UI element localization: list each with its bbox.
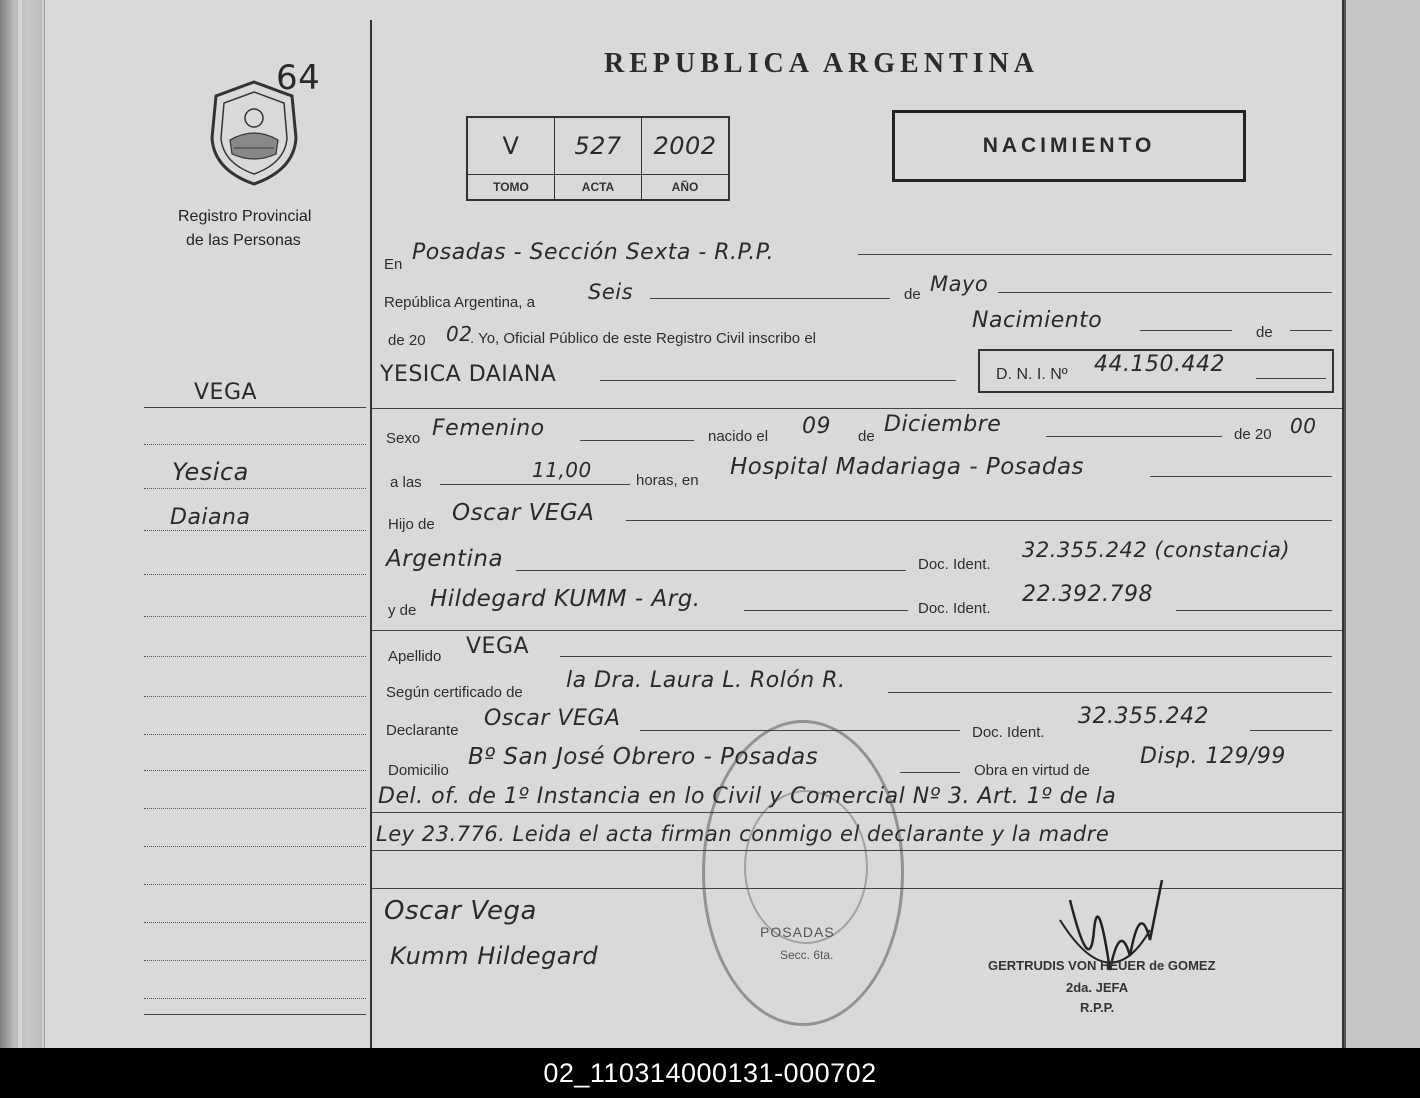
- tomo-label: TOMO: [467, 175, 555, 201]
- alas-label: a las: [390, 474, 422, 491]
- doc-label: Doc. Ident.: [918, 556, 991, 573]
- notes-line1: Del. of. de 1º Instancia en lo Civil y Comercial Nº 3. Art. 1º de la: [378, 784, 1117, 809]
- hour-value: 11,00: [532, 458, 592, 482]
- de-label2: de: [1256, 324, 1273, 341]
- stamp-city: POSADAS: [760, 924, 835, 940]
- place-value: Hospital Madariaga - Posadas: [730, 454, 1085, 480]
- official-name: GERTRUDIS VON HEUER de GOMEZ: [988, 958, 1216, 973]
- dni-label: D. N. I. Nº: [996, 366, 1068, 383]
- record-id-table: [466, 116, 730, 201]
- margin-dots: [144, 488, 366, 489]
- margin-dots: [144, 808, 366, 809]
- doc-label: Doc. Ident.: [918, 600, 991, 617]
- stamp-inner-ring: [744, 790, 868, 944]
- row-line: [900, 772, 960, 773]
- sexo-value: Femenino: [432, 416, 545, 441]
- section-rule: [372, 630, 1342, 631]
- tomo-value: V: [467, 117, 555, 175]
- margin-dots: [144, 530, 366, 531]
- day-value: Seis: [588, 280, 634, 304]
- row-line: [1250, 730, 1332, 731]
- inscribe-text: . Yo, Oficial Público de este Registro Civil inscribo el: [470, 330, 816, 347]
- nacido-label: nacido el: [708, 428, 769, 445]
- domicilio-label: Domicilio: [388, 762, 449, 779]
- mother-value: Hildegard KUMM - Arg.: [430, 586, 701, 612]
- margin-dots: [144, 696, 366, 697]
- ano-value: 2002: [642, 117, 730, 175]
- row-line: [516, 570, 906, 571]
- page-number: 64: [276, 58, 321, 98]
- row-line: [1176, 610, 1332, 611]
- declarante-label: Declarante: [386, 722, 459, 739]
- margin-dots: [144, 922, 366, 923]
- en-value: Posadas - Sección Sexta - R.P.P.: [412, 240, 774, 265]
- mother-doc-value: 22.392.798: [1022, 582, 1153, 607]
- margin-dots: [144, 616, 366, 617]
- ano-label: AÑO: [642, 175, 730, 201]
- section-rule: [372, 408, 1342, 409]
- stamp-section: Secc. 6ta.: [780, 948, 834, 962]
- document-id-footer: 02_110314000131-000702: [0, 1048, 1420, 1098]
- row-line: [580, 440, 694, 441]
- row-line: [998, 292, 1332, 293]
- notes-line2: Ley 23.776. Leida el acta firman conmigo el declarante y la madre: [376, 822, 1110, 846]
- dni-value: 44.150.442: [1094, 352, 1225, 377]
- provincial-seal-icon: [206, 78, 302, 188]
- domicilio-value: Bº San José Obrero - Posadas: [468, 744, 819, 770]
- margin-rule-1: [144, 407, 366, 408]
- apellido-label: Apellido: [388, 648, 442, 665]
- de-label3: de: [858, 428, 875, 445]
- signature-mother: Kumm Hildegard: [390, 942, 599, 970]
- declarante-value: Oscar VEGA: [484, 706, 621, 731]
- birth-day-value: 09: [802, 414, 831, 439]
- de2000-label: de 20: [1234, 426, 1272, 443]
- row-line: [560, 656, 1332, 657]
- birth-year-value: 00: [1290, 414, 1317, 438]
- month-value: Mayo: [930, 272, 989, 296]
- declarante-doc-value: 32.355.242: [1078, 704, 1209, 729]
- father-value: Oscar VEGA: [452, 500, 595, 526]
- margin-rule: [370, 20, 372, 1048]
- apellido-value: VEGA: [466, 634, 530, 659]
- row-line: [1256, 378, 1326, 379]
- obra-label: Obra en virtud de: [974, 762, 1090, 779]
- row-line: [1140, 330, 1232, 331]
- acta-label: ACTA: [555, 175, 642, 201]
- margin-first-name: Yesica: [172, 458, 249, 486]
- full-name-value: YESICA DAIANA: [380, 362, 557, 387]
- margin-rule-bottom: [144, 1014, 366, 1015]
- republica-label: República Argentina, a: [384, 294, 535, 311]
- margin-dots: [144, 884, 366, 885]
- father-doc-value: 32.355.242 (constancia): [1022, 538, 1291, 562]
- row-line: [440, 484, 630, 485]
- margin-dots: [144, 444, 366, 445]
- row-line: [858, 254, 1332, 255]
- year-prefix: de 20: [388, 332, 426, 349]
- registry-name-line1: Registro Provincial: [178, 208, 312, 225]
- row-line: [888, 692, 1332, 693]
- year-value: 02: [446, 322, 473, 346]
- margin-dots: [144, 574, 366, 575]
- right-rule: [1342, 0, 1344, 1048]
- en-label: En: [384, 256, 403, 273]
- margin-second-name: Daiana: [170, 505, 251, 530]
- row-line: [650, 298, 890, 299]
- margin-surname: VEGA: [194, 380, 258, 405]
- official-title: 2da. JEFA: [1066, 980, 1129, 995]
- hijo-label: Hijo de: [388, 516, 435, 533]
- segun-label: Según certificado de: [386, 684, 523, 701]
- document-title: REPUBLICA ARGENTINA: [604, 48, 1039, 79]
- record-type-box: NACIMIENTO: [892, 110, 1246, 182]
- row-line: [626, 520, 1332, 521]
- margin-dots: [144, 656, 366, 657]
- row-line: [1290, 330, 1332, 331]
- margin-dots: [144, 960, 366, 961]
- sexo-label: Sexo: [386, 430, 421, 447]
- official-org: R.P.P.: [1080, 1000, 1115, 1015]
- obra-value: Disp. 129/99: [1140, 744, 1286, 769]
- margin-dots: [144, 846, 366, 847]
- registry-name-line2: de las Personas: [186, 232, 301, 249]
- de-label: de: [904, 286, 921, 303]
- row-line: [600, 380, 956, 381]
- book-edge-highlight: [18, 0, 22, 1048]
- margin-dots: [144, 770, 366, 771]
- certificado-value: la Dra. Laura L. Rolón R.: [566, 668, 846, 693]
- row-line: [1150, 476, 1332, 477]
- horas-label: horas, en: [636, 472, 699, 489]
- adjacent-page: [1344, 0, 1420, 1048]
- signature-declarante: Oscar Vega: [384, 896, 537, 926]
- father-nat-value: Argentina: [386, 546, 504, 572]
- margin-dots: [144, 734, 366, 735]
- yde-label: y de: [388, 602, 417, 619]
- doc-label: Doc. Ident.: [972, 724, 1045, 741]
- act-value: Nacimiento: [972, 308, 1103, 333]
- row-line: [1046, 436, 1222, 437]
- acta-value: 527: [555, 117, 642, 175]
- row-line: [744, 610, 908, 611]
- margin-dots: [144, 998, 366, 999]
- birth-month-value: Diciembre: [884, 412, 1002, 437]
